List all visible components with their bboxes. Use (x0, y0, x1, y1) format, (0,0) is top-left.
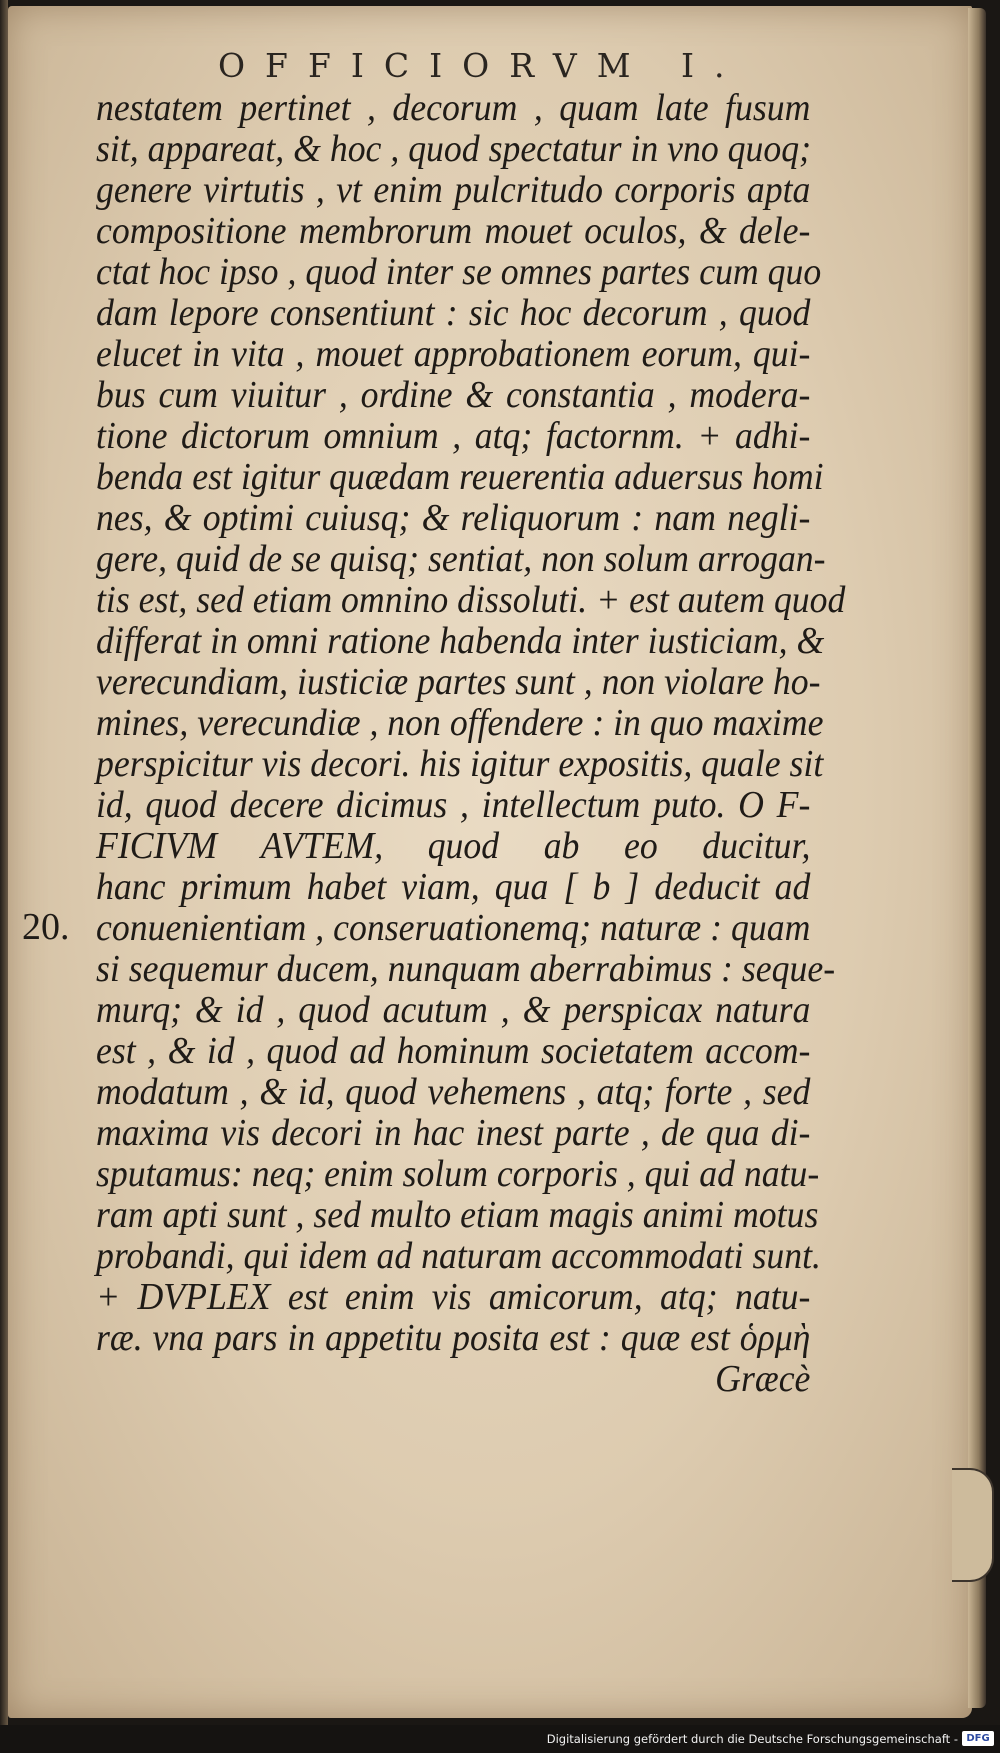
text-line: mines, verecundiæ , non offendere : in quo maxime (96, 702, 824, 744)
text-line: differat in omni ratione habenda inter iusticiam, & (96, 620, 825, 662)
margin-line-number: 20. (22, 906, 70, 948)
page-tab-edge (952, 1468, 994, 1582)
digitization-footer (0, 1725, 1000, 1753)
text-line: perspicitur vis decori. his igitur expositis, quale sit (96, 743, 824, 785)
text-line: genere virtutis , vt enim pulcritudo corporis apta (96, 169, 811, 211)
text-line: nestatem pertinet , decorum , quam late fusum (96, 87, 811, 129)
text-line: sputamus: neq; enim solum corporis , qui ad natu- (96, 1153, 820, 1195)
page-edge (968, 8, 986, 1708)
running-head: OFFICIORVM I. (218, 46, 745, 85)
text-line: id, quod decere dicimus , intellectum puto. O F- (96, 784, 811, 826)
text-line: maxima vis decori in hac inest parte , de qua di- (96, 1112, 811, 1154)
text-line: sit, appareat, & hoc , quod spectatur in vno quoq; (96, 128, 812, 170)
text-line: ctat hoc ipso , quod inter se omnes partes cum quo (96, 251, 822, 293)
text-line: gere, quid de se quisq; sentiat, non solum arrogan- (96, 538, 826, 580)
text-line: probandi, qui idem ad naturam accommodati sunt. (96, 1235, 821, 1277)
book-gutter (0, 0, 8, 1753)
text-line: modatum , & id, quod vehemens , atq; forte , sed (96, 1071, 811, 1113)
body-text (96, 87, 846, 1400)
text-line: verecundiam, iusticiæ partes sunt , non violare ho- (96, 661, 821, 703)
text-line: tione dictorum omnium , atq; factornm. + adhi- (96, 415, 811, 457)
text-line: ram apti sunt , sed multo etiam magis animi motus (96, 1194, 819, 1236)
text-line: ræ. vna pars in appetitu posita est : quæ est ὁρμὴ (96, 1317, 811, 1359)
text-line: + DVPLEX est enim vis amicorum, atq; natu- (96, 1276, 811, 1318)
text-line: si sequemur ducem, nunquam aberrabimus : seque- (96, 948, 836, 990)
text-line: murq; & id , quod acutum , & perspicax natura (96, 989, 811, 1031)
text-line: hanc primum habet viam, qua [ b ] deducit ad (96, 866, 811, 908)
text-line: dam lepore consentiunt : sic hoc decorum , quod (96, 292, 811, 334)
text-line: est , & id , quod ad hominum societatem accom- (96, 1030, 811, 1072)
text-line: bus cum viuitur , ordine & constantia , modera- (96, 374, 811, 416)
text-line: compositione membrorum mouet oculos, & dele- (96, 210, 811, 252)
text-line: benda est igitur quædam reuerentia aduersus homi (96, 456, 824, 498)
footer-credit: Digitalisierung gefördert durch die Deutsche Forschungsgemeinschaft - (546, 1732, 958, 1746)
text-line: Græcè (715, 1358, 811, 1400)
text-line: FICIVM AVTEM, quod ab eo ducitur, (96, 825, 811, 867)
text-line: conuenientiam , conseruationemq; naturæ : quam (96, 907, 811, 949)
text-line: nes, & optimi cuiusq; & reliquorum : nam negli- (96, 497, 811, 539)
text-line: tis est, sed etiam omnino dissoluti. + est autem quod (96, 579, 846, 621)
dfg-logo: DFG (962, 1731, 994, 1746)
text-line: elucet in vita , mouet approbationem eorum, qui- (96, 333, 811, 375)
